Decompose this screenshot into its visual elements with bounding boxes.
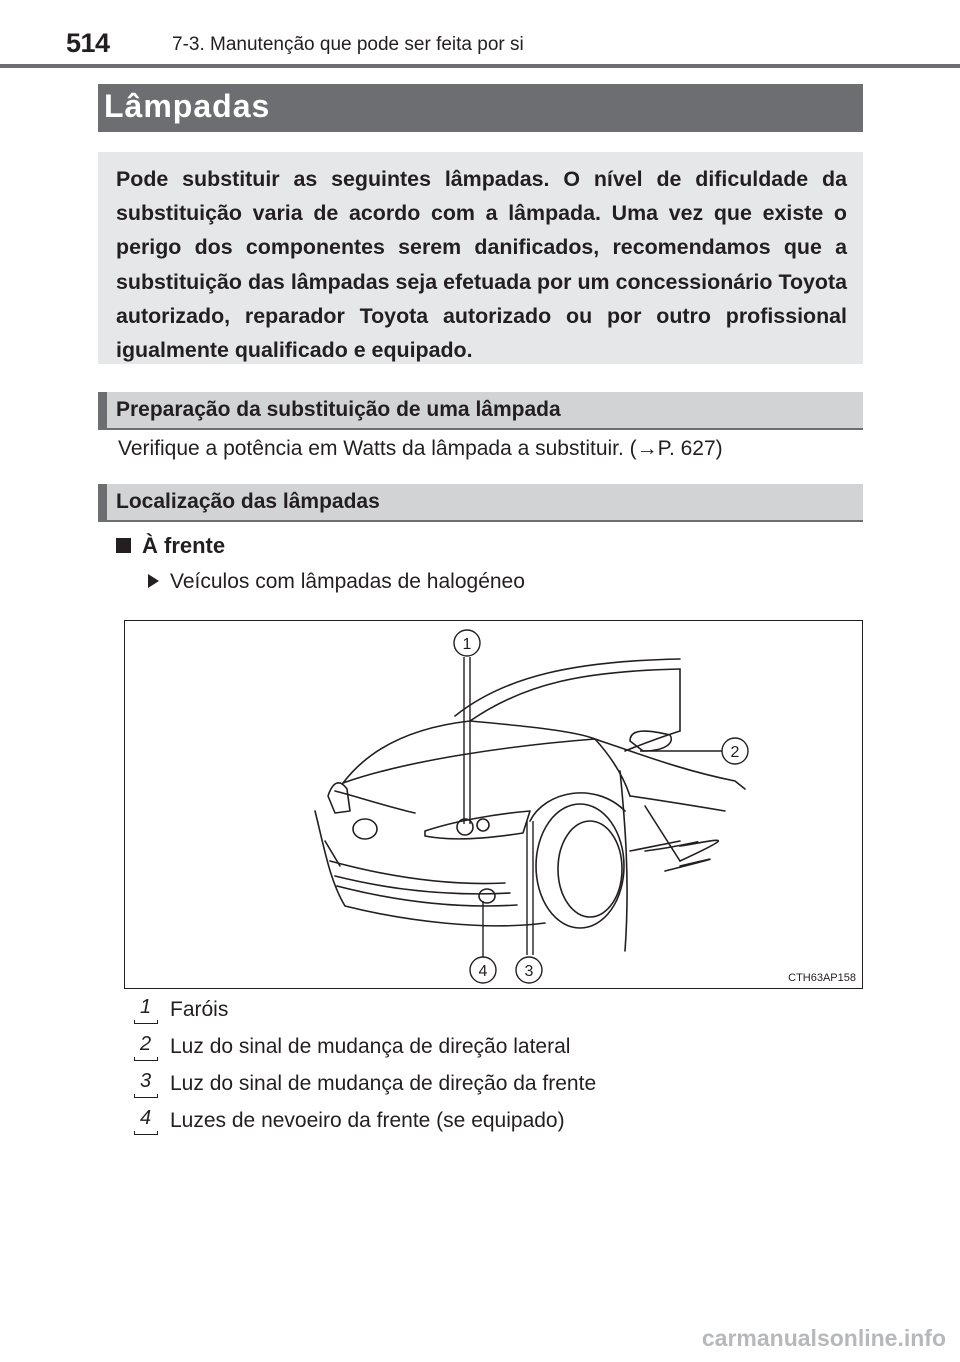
legend-text: Luz do sinal de mudança de direção da frente	[170, 1072, 597, 1095]
footer-watermark: carmanualsonline.info	[701, 1325, 946, 1351]
intro-text: Pode substituir as seguintes lâmpadas. O nível de dificuldade da substituição varia de acordo com a lâmpada. Uma vez que existe o perigo dos componentes serem danificados, recomendamos que a substituição das lâmpadas seja efetuada por um concessionário Toyota autorizado, reparador Toyota autorizado ou por outro profissional igualmente qualificado e equipado.	[116, 167, 847, 363]
location-heading-box	[98, 484, 863, 522]
prep-heading-box	[98, 392, 863, 430]
legend-number-box: 1	[134, 998, 158, 1024]
header-rule	[0, 64, 960, 68]
section-title: 7-3. Manutenção que pode ser feita por si	[172, 34, 524, 55]
callout-4: 4	[478, 963, 488, 980]
front-heading: À frente	[142, 533, 226, 558]
car-figure	[124, 620, 863, 989]
square-bullet-icon	[116, 538, 131, 553]
location-heading: Localização das lâmpadas	[116, 490, 380, 513]
callout-1: 1	[462, 636, 472, 653]
legend-number-box: 3	[134, 1072, 158, 1098]
legend-text: Faróis	[170, 998, 229, 1021]
legend-text: Luzes de nevoeiro da frente (se equipado)	[170, 1109, 565, 1132]
heading-marker	[98, 484, 107, 520]
prep-heading: Preparação da substituição de uma lâmpada	[116, 398, 561, 421]
legend-text: Luz do sinal de mudança de direção lateral	[170, 1035, 571, 1058]
car-front-illustration	[125, 621, 862, 988]
heading-marker	[98, 392, 107, 428]
legend-number-box: 2	[134, 1035, 158, 1061]
callout-3: 3	[524, 963, 534, 980]
vehicle-type: Veículos com lâmpadas de halogéneo	[170, 570, 525, 593]
prep-text: Verifique a potência em Watts da lâmpada a substituir. (→P. 627)	[118, 437, 723, 460]
legend-number-box: 4	[134, 1109, 158, 1135]
page-number: 514	[66, 28, 110, 58]
figure-code: CTH63AP158	[788, 972, 856, 984]
page-title: Lâmpadas	[104, 88, 271, 124]
callout-2: 2	[730, 744, 740, 761]
triangle-bullet-icon	[148, 574, 159, 588]
